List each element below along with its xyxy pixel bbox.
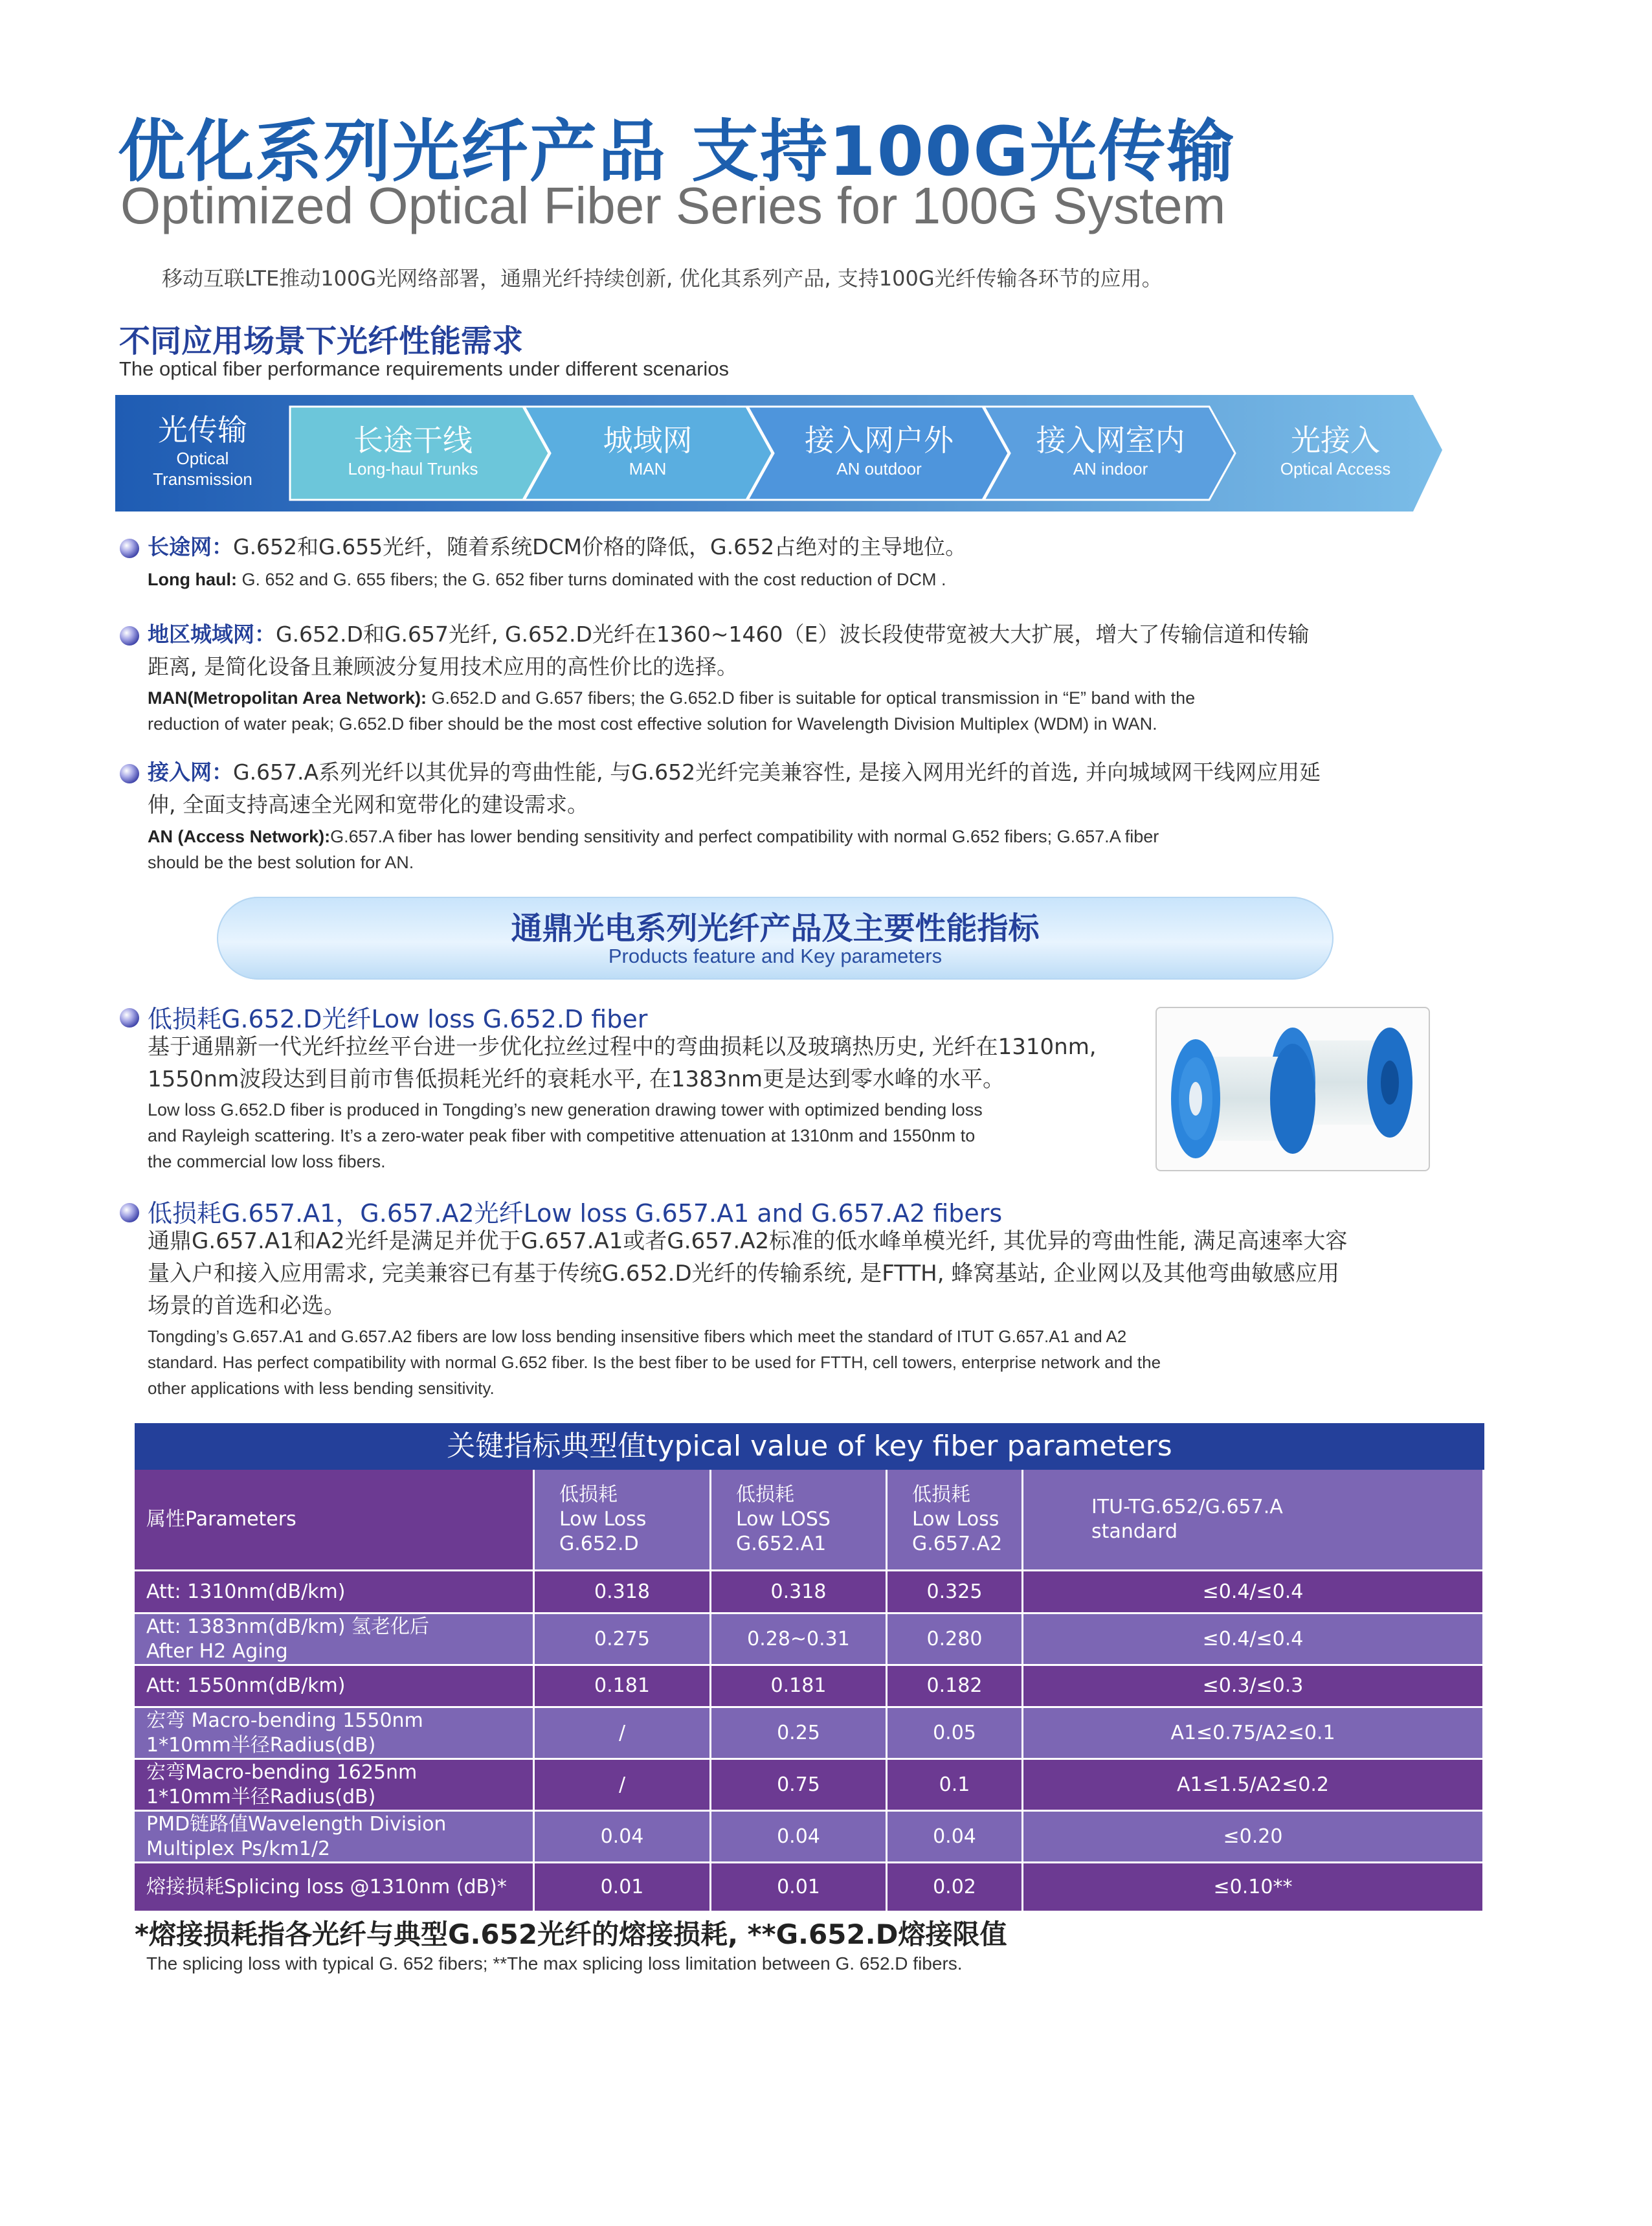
table-cell: / [535,1708,711,1760]
man-text-en-line2: reduction of water peak; G.652.D fiber should be the most cost effective solution for Wavelength Division Multiplex (WDM) in WAN. [148,714,1157,734]
an-text-en-line2: should be the best solution for AN. [148,853,414,872]
table-cell: 0.318 [535,1571,711,1614]
flow-label-cn: 接入网室内 [1036,423,1185,458]
fiber-spool-illustration [1157,1008,1429,1170]
section-label: MAN(Metropolitan Area Network): [148,688,427,708]
table-cell: 0.181 [711,1666,887,1708]
flow-label-cn: 接入网户外 [805,423,954,458]
table-cell: 0.04 [887,1812,1023,1863]
table-header-cell [535,1470,711,1571]
bullet-icon [120,626,139,646]
table-cell: ≤0.10** [1023,1863,1484,1913]
section-text: G.652和G.655光纤，随着系统DCM价格的降低，G.652占绝对的主导地位。 [233,534,967,559]
product1-text-en-line2: and Rayleigh scattering. It’s a zero-water peak fiber with competitive attenuation at 1310nm and 1550nm to [148,1126,976,1145]
table-row [135,1812,1484,1863]
table-header-row [135,1470,1484,1571]
product1-text-en-line3: the commercial low loss fibers. [148,1152,386,1171]
man-text-cn-line2: 距离, 是简化设备且兼顾波分复用技术应用的高性价比的选择。 [148,654,738,679]
product1-text-cn-line2: 1550nm波段达到目前市售低损耗光纤的衰耗水平, 在1383nm更是达到零水峰的水平。 [148,1066,1005,1092]
table-cell [135,1760,535,1812]
man-text-en [148,685,1195,712]
header-line: G.657.A2 [912,1533,1003,1555]
cell-line: 熔接损耗Splicing loss @1310nm (dB)* [146,1875,507,1898]
flow-label-en: Optical [176,449,229,468]
table-header-cell [711,1470,887,1571]
header-line: 低损耗 [912,1483,970,1506]
table-cell: 0.325 [887,1571,1023,1614]
section-text: G.652.D and G.657 fibers; the G.652.D fiber is suitable for optical transmission in “E” band with the [427,688,1196,708]
flow-label-en: Optical Access [1280,459,1391,478]
table-cell: ≤0.4/≤0.4 [1023,1571,1484,1614]
table-cell [135,1708,535,1760]
table-cell: A1≤0.75/A2≤0.1 [1023,1708,1484,1760]
longhaul-text-cn [148,531,966,563]
table-row [135,1571,1484,1614]
table-row [135,1614,1484,1666]
cell-line: PMD链路值Wavelength Division [146,1812,447,1836]
product2-text-en-line3: other applications with less bending sensitivity. [148,1378,495,1398]
product2-text-cn-line2: 量入户和接入应用需求, 完美兼容已有基于传统G.652.D光纤的传输系统, 是FTTH, 蜂窝基站, 企业网以及其他弯曲敏感应用 [148,1261,1339,1287]
table-cell: 0.25 [711,1708,887,1760]
table-cell: 0.75 [711,1760,887,1812]
cell-line: Multiplex Ps/km1/2 [146,1837,331,1860]
flow-label-an-indoor [996,422,1225,479]
section-label: 地区城域网： [148,622,276,647]
product2-text-en-line2: standard. Has perfect compatibility with normal G.652 fiber. Is the best fiber to be used for FTTH, cell towers, enterprise network and the [148,1353,1161,1372]
table-cell: 0.28~0.31 [711,1614,887,1666]
table-row [135,1760,1484,1812]
table-cell: 0.1 [887,1760,1023,1812]
table-row [135,1708,1484,1760]
an-text-en [148,824,1159,850]
header-line: ITU-TG.652/G.657.A [1091,1496,1283,1518]
table-row [135,1666,1484,1708]
table-cell: / [535,1760,711,1812]
footnote-en: The splicing loss with typical G. 652 fibers; **The max splicing loss limitation between G. 652.D fibers. [146,1953,963,1973]
flow-label-cn: 长途干线 [353,423,473,458]
flow-label-cn: 光传输 [158,412,247,447]
header-line: Low Loss [559,1508,647,1531]
fiber-spool-image [1155,1007,1430,1171]
flow-label-en2: Transmission [153,469,252,489]
flow-label-en: Long-haul Trunks [348,459,478,478]
section-label: 接入网： [148,759,233,785]
section-text: G.652.D和G.657光纤, G.652.D光纤在1360~1460（E）波长段使带宽被大大扩展，增大了传输信道和传输 [276,622,1310,647]
header-line: G.652.A1 [736,1533,827,1555]
table-cell [135,1863,535,1913]
page-subtitle: Optimized Optical Fiber Series for 100G System [120,177,1226,234]
table-cell: 0.181 [535,1666,711,1708]
flow-label-optical-access [1238,422,1433,479]
an-text-cn-line2: 伸, 全面支持高速全光网和宽带化的建设需求。 [148,792,588,817]
product1-text-en-line1: Low loss G.652.D fiber is produced in Tongding’s new generation drawing tower with optimized bending loss [148,1100,983,1119]
section-text: G.657.A fiber has lower bending sensitivity and perfect compatibility with normal G.652 fibers; G.657.A fiber [330,827,1159,846]
flow-label-an-outdoor [763,422,996,479]
table-cell: 0.01 [535,1863,711,1913]
cell-line: After H2 Aging [146,1639,288,1663]
products-banner [217,897,1334,980]
product2-heading: 低损耗G.657.A1，G.657.A2光纤Low loss G.657.A1 and G.657.A2 fibers [148,1199,1003,1228]
table-cell [135,1666,535,1708]
cell-line: 1*10mm半径Radius(dB) [146,1785,376,1808]
flow-label-optical-transmission [115,412,290,489]
table-cell: ≤0.3/≤0.3 [1023,1666,1484,1708]
product2-text-cn-line1: 通鼎G.657.A1和A2光纤是满足并优于G.657.A1或者G.657.A2标准的低水峰单模光纤, 其优异的弯曲性能, 满足高速率大容 [148,1228,1348,1254]
product1-text-cn-line1: 基于通鼎新一代光纤拉丝平台进一步优化拉丝过程中的弯曲损耗以及玻璃热历史, 光纤在1310nm, [148,1034,1097,1060]
header-line: 低损耗 [559,1483,618,1506]
table-cell: 0.280 [887,1614,1023,1666]
flow-label-cn: 光接入 [1291,423,1380,458]
product1-heading: 低损耗G.652.D光纤Low loss G.652.D fiber [148,1005,648,1033]
section-label: AN (Access Network): [148,827,331,846]
footnote-cn: *熔接损耗指各光纤与典型G.652光纤的熔接损耗, **G.652.D熔接限值 [135,1918,1007,1950]
flow-label-longhaul [290,422,536,479]
banner-title-en: Products feature and Key parameters [608,945,943,967]
table-cell: 0.04 [711,1812,887,1863]
table-cell [135,1614,535,1666]
table-cell [135,1812,535,1863]
cell-line: 宏弯 Macro-bending 1550nm [146,1709,423,1732]
cell-line: Att: 1383nm(dB/km) 氢老化后 [146,1615,430,1638]
section-label: Long haul: [148,570,237,589]
scenarios-heading-en: The optical fiber performance requirements under different scenarios [119,357,729,380]
section-text: G. 652 and G. 655 fibers; the G. 652 fiber turns dominated with the cost reduction of DCM . [236,570,946,589]
table-cell: 0.02 [887,1863,1023,1913]
product2-text-en-line1: Tongding’s G.657.A1 and G.657.A2 fibers are low loss bending insensitive fibers which meet the standard of ITUT G.657.A1 and A2 [148,1327,1127,1346]
table-cell: 0.01 [711,1863,887,1913]
scenario-flow [115,395,1442,512]
longhaul-text-en [148,567,946,593]
table-cell: 0.275 [535,1614,711,1666]
flow-label-man [536,422,759,479]
table-cell: ≤0.4/≤0.4 [1023,1614,1484,1666]
table-cell: 0.05 [887,1708,1023,1760]
bullet-icon [120,1203,139,1222]
an-text-cn [148,756,1321,789]
banner-title-cn: 通鼎光电系列光纤产品及主要性能指标 [511,910,1040,947]
table-cell: 0.318 [711,1571,887,1614]
table-cell: ≤0.20 [1023,1812,1484,1863]
man-text-cn [148,618,1309,651]
scenarios-heading-cn: 不同应用场景下光纤性能需求 [119,323,524,359]
bullet-icon [120,764,139,783]
header-line: 低损耗 [736,1483,794,1506]
section-text: G.657.A系列光纤以其优异的弯曲性能, 与G.652光纤完美兼容性, 是接入网用光纤的首选, 并向城域网干线网应用延 [233,759,1321,785]
table-cell: 0.04 [535,1812,711,1863]
cell-line: Att: 1550nm(dB/km) [146,1674,346,1697]
page-title: 优化系列光纤产品 支持100G光传输 [118,112,1236,191]
table-header-cell: 属性Parameters [135,1470,535,1571]
flow-label-en: AN indoor [1073,459,1148,478]
flow-label-en: MAN [629,459,667,478]
cell-line: 宏弯Macro-bending 1625nm [146,1760,418,1784]
table-cell [135,1571,535,1614]
parameters-table-title: 关键指标典型值typical value of key fiber parameters [135,1423,1484,1470]
header-line: Low LOSS [736,1508,831,1531]
flow-label-en: AN outdoor [836,459,922,478]
bullet-icon [120,539,139,558]
product2-text-cn-line3: 场景的首选和必选。 [148,1293,346,1319]
table-row [135,1863,1484,1913]
bullet-icon [120,1008,139,1028]
header-line: Low Loss [912,1508,999,1531]
intro-text: 移动互联LTE推动100G光网络部署，通鼎光纤持续创新, 优化其系列产品, 支持100G光纤传输各环节的应用。 [162,266,1163,291]
table-cell: 0.182 [887,1666,1023,1708]
section-label: 长途网： [148,534,233,559]
cell-line: Att: 1310nm(dB/km) [146,1580,346,1603]
table-header-cell [887,1470,1023,1571]
cell-line: 1*10mm半径Radius(dB) [146,1733,376,1757]
table-cell: A1≤1.5/A2≤0.2 [1023,1760,1484,1812]
table-header-cell [1023,1470,1484,1571]
header-line: standard [1091,1520,1178,1543]
header-line: G.652.D [559,1533,639,1555]
flow-label-cn: 城域网 [603,423,693,458]
